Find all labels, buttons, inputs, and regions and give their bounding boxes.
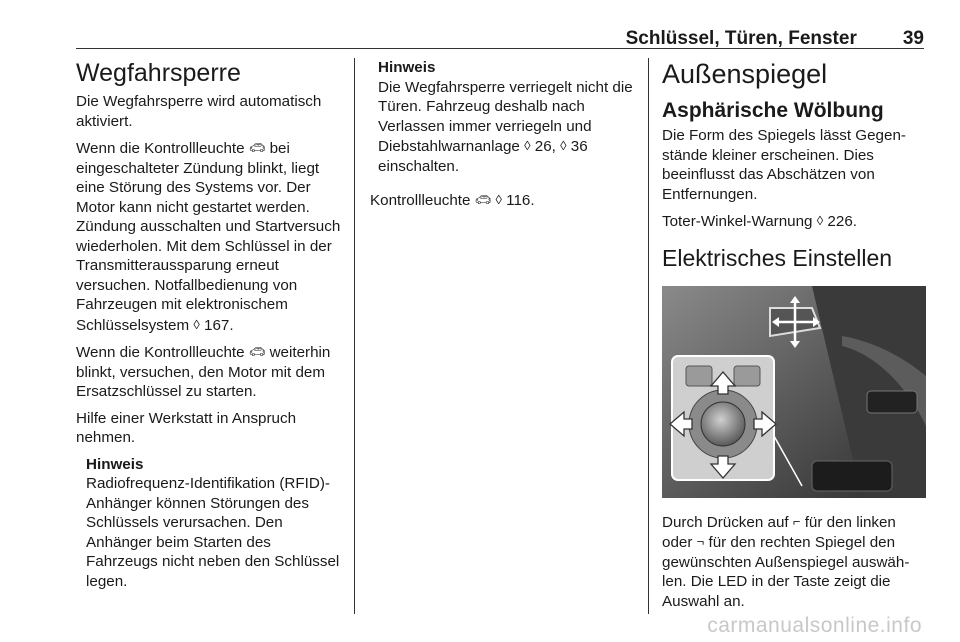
note-text: Radiofrequenz-Identifikation (RFID)-Anhänger können Störungen des Schlüssels verursachen. Den Anhänger beim Starten des Fahrzeugs nicht neben den Schlüssel legen.: [86, 475, 340, 590]
text-segment: Durch Drücken auf: [662, 513, 789, 531]
heading-immobilizer: Wegfahrsperre: [76, 59, 241, 87]
page-reference[interactable]: 116.: [506, 192, 535, 209]
car-key-warning-icon: 🚗︎: [248, 344, 266, 359]
heading-electric-adjust: Elektrisches Einstellen: [662, 244, 893, 271]
page-reference[interactable]: 167.: [204, 316, 234, 334]
page-reference[interactable]: 36: [570, 138, 588, 155]
header-rule: [76, 48, 924, 49]
column-divider-1: [354, 58, 355, 614]
text-segment: einschalten.: [378, 157, 460, 175]
column-3: [662, 58, 928, 618]
mirror-control-illustration: [662, 286, 926, 498]
watermark: carmanualsonline.info: [707, 614, 922, 637]
heading-exterior-mirrors: Außenspiegel: [662, 59, 828, 89]
page-reference[interactable]: 26,: [534, 138, 556, 155]
page-reference-icon: ◊: [495, 192, 502, 207]
page-reference[interactable]: 226.: [827, 213, 857, 230]
section-title: Schlüssel, Türen, Fenster: [625, 28, 857, 49]
column-divider-2: [648, 58, 649, 614]
paragraph-blind-spot: [662, 211, 928, 232]
subheading-aspheric: Asphärische Wölbung: [662, 99, 884, 122]
page-reference-icon: ◊: [193, 316, 200, 332]
paragraph-indicator: [370, 190, 636, 211]
note-title: Hinweis: [378, 59, 436, 76]
text-segment: Wenn die Kontrollleuchte: [76, 140, 245, 157]
paragraph-mirror-select: [662, 512, 928, 612]
text-segment: für den rechten Spiegel den gewünschten Außenspiegel auswählen. Die LED in der Taste zeigt die Auswahl an.: [662, 534, 910, 610]
car-key-warning-icon: 🚗︎: [248, 140, 266, 155]
mirror-left-icon: ⌐: [792, 513, 801, 529]
text-segment: weiterhin blinkt, versuchen, den Motor mit dem Ersatzschlüssel zu starten.: [76, 344, 331, 400]
text-segment: Wenn die Kontrollleuchte: [76, 344, 245, 361]
page-number: 39: [902, 28, 924, 49]
text-segment: Toter-Winkel-Warnung: [662, 213, 813, 230]
page-header: [76, 28, 924, 50]
page-reference-icon: ◊: [560, 138, 567, 153]
paragraph-warning-blinks: [76, 138, 346, 335]
column-1: [76, 58, 346, 591]
page-reference-icon: ◊: [816, 213, 824, 228]
paragraph-workshop: Hilfe einer Werkstatt in Anspruch nehmen.: [76, 409, 297, 446]
note-text: [378, 78, 636, 177]
text-segment: bei eingeschalteter Zündung blinkt, liegt eine Störung des Systems vor. Der Motor kann nicht gestartet werden. Zündung ausschalten und Startversuch wiederholen. Mit dem Schlüssel in der Transmitteraussparung erneut versuchen. Notfallbedienung von Fahrzeugen mit elektronischem Schlüsselsystem: [76, 140, 341, 334]
text-segment: für den linken oder: [662, 513, 896, 551]
paragraph-auto-activation: Die Wegfahrsperre wird automatisch aktiviert.: [76, 93, 322, 130]
note-locking: [370, 58, 636, 176]
paragraph-continues-blinking: [76, 342, 346, 402]
note-rfid: [76, 455, 346, 592]
text-segment: Kontrollleuchte: [370, 192, 471, 209]
page-reference-icon: ◊: [524, 138, 531, 153]
column-2: [370, 58, 636, 218]
mirror-right-icon: ¬: [696, 534, 705, 549]
car-key-warning-icon: 🚗︎: [474, 192, 492, 207]
note-title: Hinweis: [86, 455, 144, 473]
text-segment: Die Wegfahrsperre verriegelt nicht die Türen. Fahrzeug deshalb nach Verlassen immer verriegeln und Diebstahlwarnanlage: [378, 78, 633, 155]
paragraph-mirror-shape: Die Form des Spiegels lässt Gegenstände kleiner erscheinen. Dies beeinflusst das Abschätzen von Entfernungen.: [662, 127, 906, 203]
